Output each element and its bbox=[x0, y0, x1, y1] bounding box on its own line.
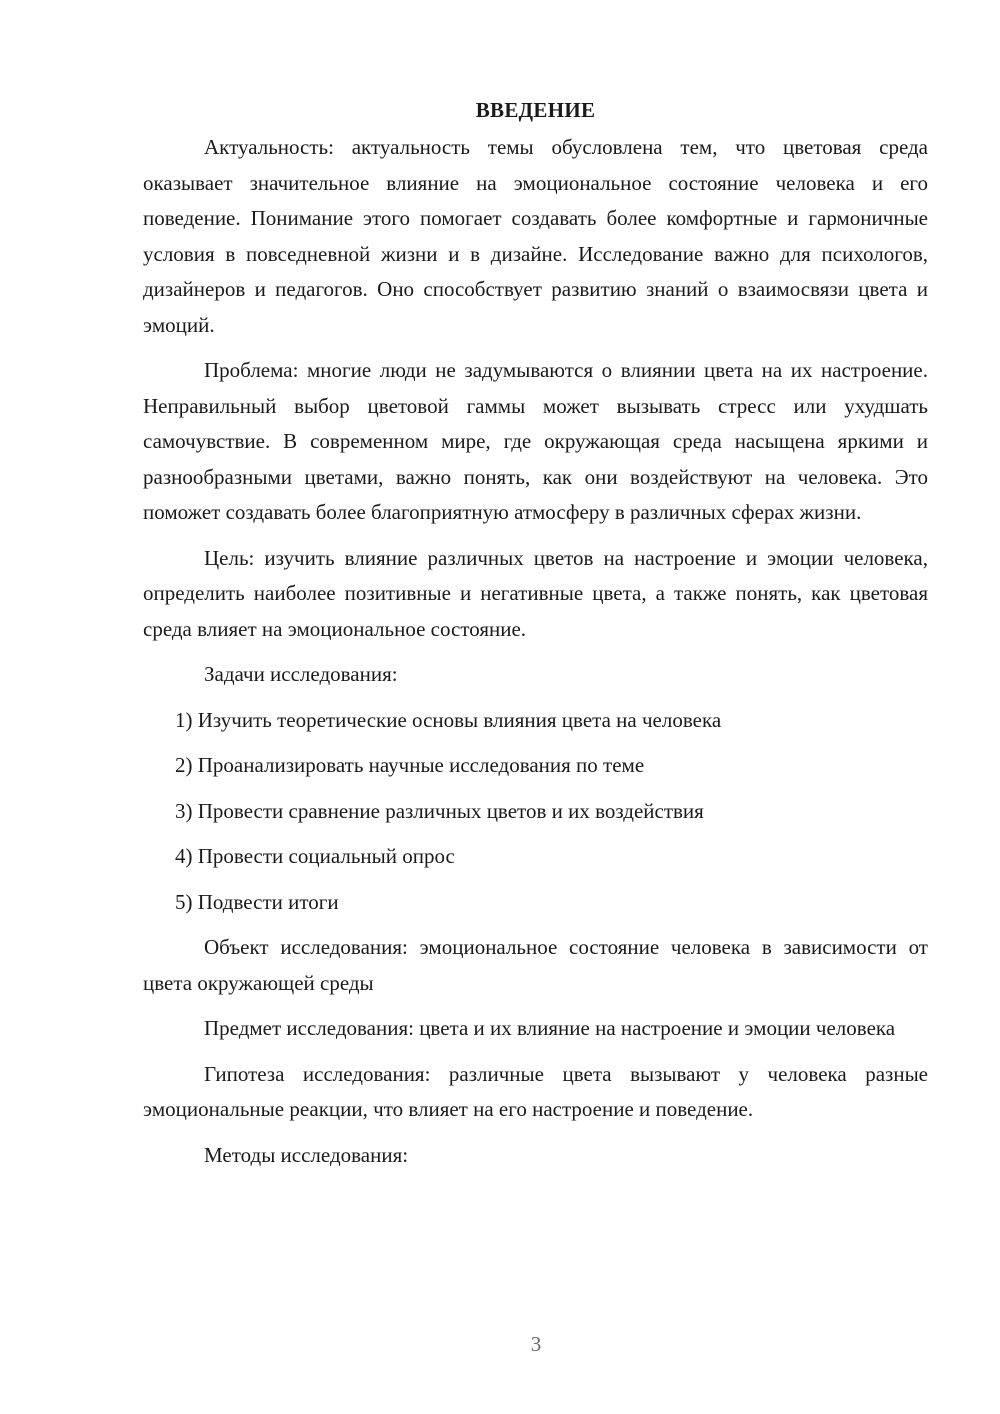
subject-paragraph: Предмет исследования: цвета и их влияние на настроение и эмоции человека bbox=[204, 1016, 896, 1040]
task-item: 2) Проанализировать научные исследования по теме bbox=[175, 753, 645, 777]
task-item: 3) Провести сравнение различных цветов и их воздействия bbox=[175, 798, 704, 823]
document-title: ВВЕДЕНИЕ bbox=[475, 98, 596, 122]
hypothesis-paragraph: Гипотеза исследования: различные цвета вызывают у человека разные эмоциональные реакции, что влияет на его настроение и поведение. bbox=[143, 1061, 928, 1121]
goal-paragraph: Цель: изучить влияние различных цветов на настроение и эмоции человека, определить наиболее позитивные и негативные цвета, а также понять, как цветовая среда влияет на эмоциональное состояние. bbox=[143, 545, 928, 641]
relevance-paragraph: Актуальность: актуальность темы обусловлена тем, что цветовая среда оказывает значительное влияние на эмоциональное состояние человека и его поведение. Понимание этого помогает создавать более комфортные и гармоничные условия в повседневной жизни и в дизайне. Исследование важно для психологов, дизайнеров и педагогов. Оно способствует развитию знаний о взаимосвязи цвета и эмоций. bbox=[143, 135, 928, 337]
page-number: 3 bbox=[530, 1332, 542, 1356]
task-item: 1) Изучить теоретические основы влияния цвета на человека bbox=[175, 707, 722, 732]
methods-heading: Методы исследования: bbox=[204, 1142, 409, 1167]
document-page bbox=[143, 92, 928, 1183]
problem-paragraph: Проблема: многие люди не задумываются о влиянии цвета на их настроение. Неправильный выбор цветовой гаммы может вызывать стресс или ухудшать самочувствие. В современном мире, где окружающая среда насыщена яркими и разнообразными цветами, важно понять, как они воздействуют на человека. Это поможет создавать более благоприятную атмосферу в различных сферах жизни. bbox=[143, 358, 928, 524]
object-paragraph: Объект исследования: эмоциональное состояние человека в зависимости от цвета окружающей среды bbox=[143, 935, 928, 995]
tasks-heading: Задачи исследования: bbox=[204, 662, 398, 686]
task-item: 4) Провести социальный опрос bbox=[175, 844, 455, 868]
tasks-list bbox=[143, 703, 928, 921]
task-item: 5) Подвести итоги bbox=[175, 889, 339, 914]
